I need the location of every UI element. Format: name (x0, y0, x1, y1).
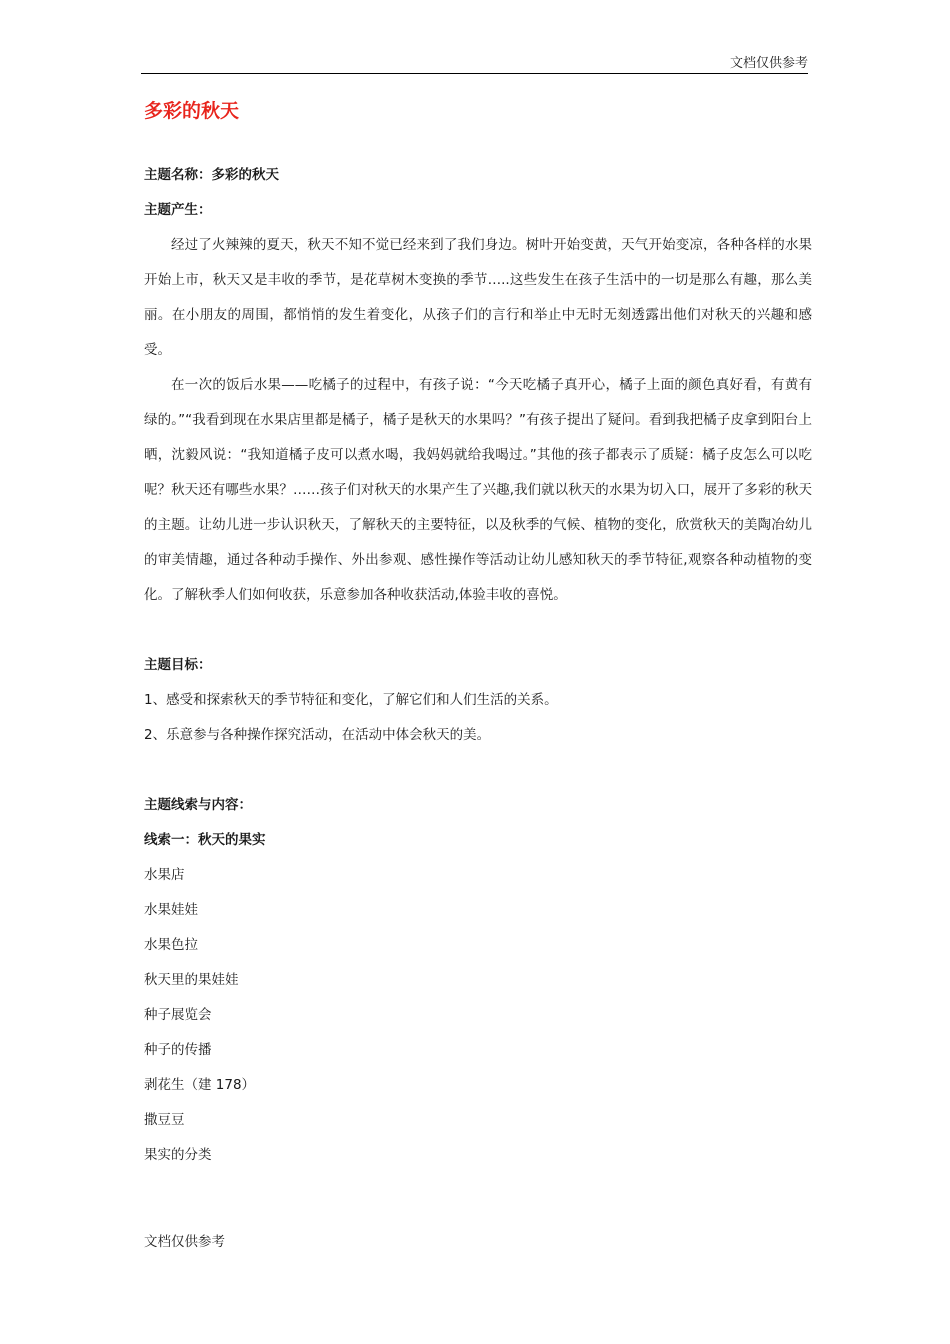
origin-heading: 主题产生： (144, 202, 212, 218)
list-item: 剥花生（建 178） (144, 1077, 256, 1093)
page-footer: 文档仅供参考 (144, 1234, 225, 1250)
theme-name: 主题名称：多彩的秋天 (144, 167, 279, 183)
section-spacer (144, 613, 812, 648)
goals-heading: 主题目标： (144, 657, 212, 673)
list-item: 水果娃娃 (144, 902, 198, 918)
list-item: 秋天里的果娃娃 (144, 972, 239, 988)
list-item: 种子的传播 (144, 1042, 212, 1058)
list-item: 果实的分类 (144, 1147, 212, 1163)
origin-paragraph-2: 在一次的饭后水果——吃橘子的过程中，有孩子说：“今天吃橘子真开心，橘子上面的颜色真好看，有黄有绿的。”“我看到现在水果店里都是橘子，橘子是秋天的水果吗？”有孩子提出了疑问。看到我把橘子皮拿到阳台上晒，沈毅风说：“我知道橘子皮可以煮水喝，我妈妈就给我喝过。”其他的孩子都表示了质疑：橘子皮怎么可以吃呢？秋天还有哪些水果？……孩子们对秋天的水果产生了兴趣,我们就以秋天的水果为切入口，展开了多彩的秋天的主题。让幼儿进一步认识秋天，了解秋天的主要特征，以及秋季的气候、植物的变化，欣赏秋天的美陶冶幼儿的审美情趣，通过各种动手操作、外出参观、感性操作等活动让幼儿感知秋天的季节特征,观察各种动植物的变化。了解秋季人们如何收获，乐意参加各种收获活动,体验丰收的喜悦。 (144, 377, 812, 603)
clue1-heading: 线索一：秋天的果实 (144, 832, 266, 848)
document-title: 多彩的秋天 (144, 100, 240, 122)
goal-item-2: 2、乐意参与各种操作探究活动，在活动中体会秋天的美。 (144, 727, 491, 743)
list-item: 水果色拉 (144, 937, 198, 953)
header-text: 文档仅供参考 (729, 56, 808, 71)
document-body (144, 158, 812, 1173)
section-spacer (144, 753, 812, 788)
origin-paragraph-1: 经过了火辣辣的夏天，秋天不知不觉已经来到了我们身边。树叶开始变黄，天气开始变凉，各种各样的水果开始上市，秋天又是丰收的季节，是花草树木变换的季节…..这些发生在孩子生活中的一切是那么有趣，那么美丽。在小朋友的周围，都悄悄的发生着变化，从孩子们的言行和举止中无时无刻透露出他们对秋天的兴趣和感受。 (144, 237, 812, 358)
list-item: 水果店 (144, 867, 185, 883)
clue1-activity-list (144, 858, 812, 1173)
goal-item-1: 1、感受和探索秋天的季节特征和变化，了解它们和人们生活的关系。 (144, 692, 558, 708)
list-item: 撒豆豆 (144, 1112, 185, 1128)
page-header (141, 55, 808, 74)
clues-heading: 主题线索与内容： (144, 797, 252, 813)
list-item: 种子展览会 (144, 1007, 212, 1023)
